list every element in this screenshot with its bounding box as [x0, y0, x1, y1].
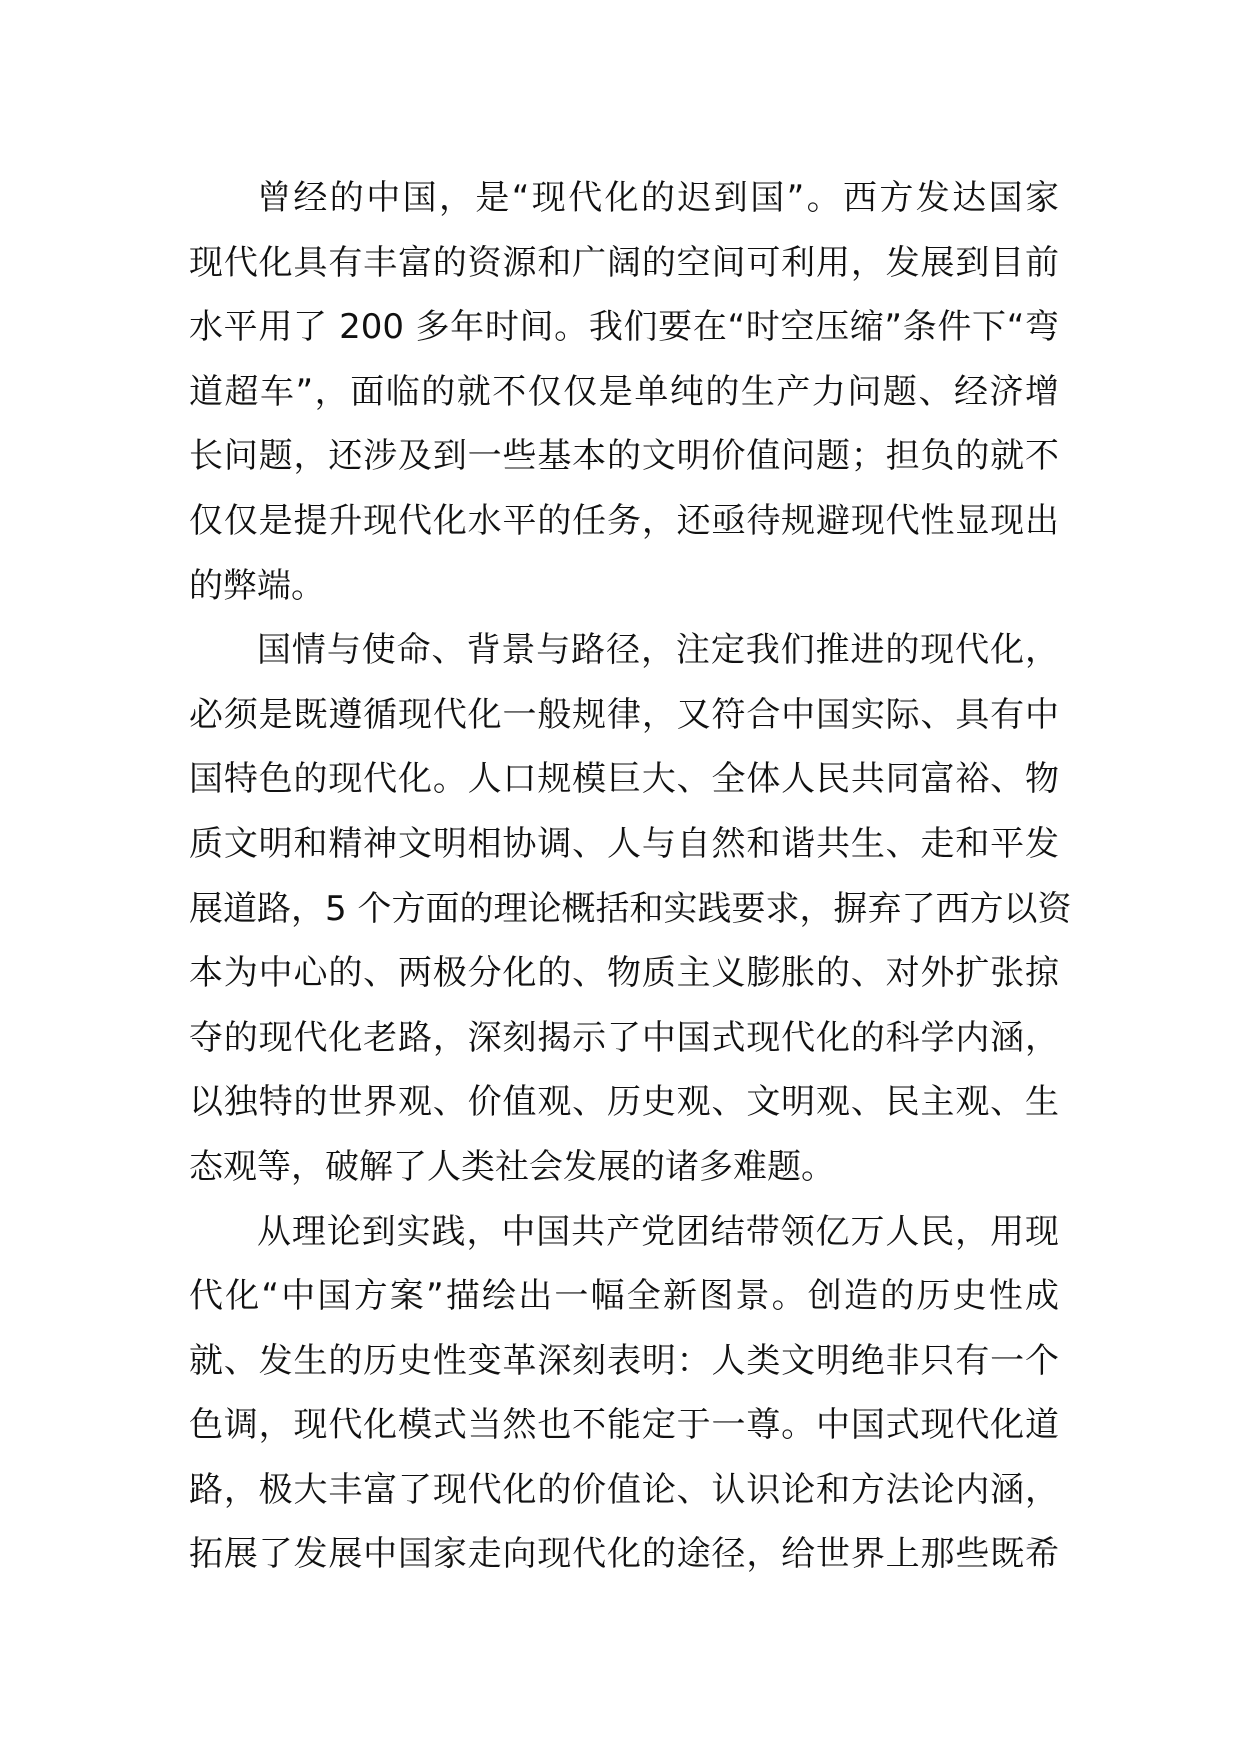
text-line: 就、发生的历史性变革深刻表明：人类文明绝非只有一个 — [189, 1340, 1059, 1381]
text-line: 必须是既遵循现代化一般规律，又符合中国实际、具有中 — [189, 694, 1059, 735]
text-line: 色调，现代化模式当然也不能定于一尊。中国式现代化道 — [189, 1405, 1059, 1446]
text-line: 道超车”，面临的就不仅仅是单纯的生产力问题、经济增 — [189, 371, 1059, 412]
text-line: 现代化具有丰富的资源和广阔的空间可利用，发展到目前 — [189, 242, 1059, 283]
text-line: 的弊端。 — [189, 565, 325, 606]
text-line: 展道路，5 个方面的理论概括和实践要求，摒弃了西方以资 — [189, 888, 1072, 929]
text-line: 国特色的现代化。人口规模巨大、全体人民共同富裕、物 — [189, 759, 1059, 800]
text-line: 质文明和精神文明相协调、人与自然和谐共生、走和平发 — [189, 823, 1059, 864]
text-line: 本为中心的、两极分化的、物质主义膨胀的、对外扩张掠 — [189, 953, 1059, 994]
paragraph-2 — [189, 618, 1072, 1199]
text-line: 以独特的世界观、价值观、历史观、文明观、民主观、生 — [189, 1082, 1059, 1123]
text-line: 水平用了 200 多年时间。我们要在“时空压缩”条件下“弯 — [189, 307, 1059, 348]
text-line: 从理论到实践，中国共产党团结带领亿万人民，用现 — [257, 1211, 1059, 1252]
text-line: 曾经的中国，是“现代化的迟到国”。西方发达国家 — [257, 178, 1059, 218]
paragraph-1 — [189, 166, 1059, 618]
text-line: 态观等，破解了人类社会发展的诸多难题。 — [189, 1146, 835, 1187]
text-line: 国情与使命、背景与路径，注定我们推进的现代化， — [257, 630, 1059, 671]
paragraph-3 — [189, 1200, 1059, 1588]
text-line: 拓展了发展中国家走向现代化的途径，给世界上那些既希 — [189, 1534, 1059, 1575]
text-line: 仅仅是提升现代化水平的任务，还亟待规避现代性显现出 — [189, 500, 1059, 541]
text-line: 代化“中国方案”描绘出一幅全新图景。创造的历史性成 — [189, 1276, 1059, 1317]
text-line: 夺的现代化老路，深刻揭示了中国式现代化的科学内涵， — [189, 1017, 1059, 1058]
body-text — [189, 166, 1072, 1587]
text-line: 长问题，还涉及到一些基本的文明价值问题；担负的就不 — [189, 436, 1059, 477]
text-line: 路，极大丰富了现代化的价值论、认识论和方法论内涵， — [189, 1469, 1059, 1510]
